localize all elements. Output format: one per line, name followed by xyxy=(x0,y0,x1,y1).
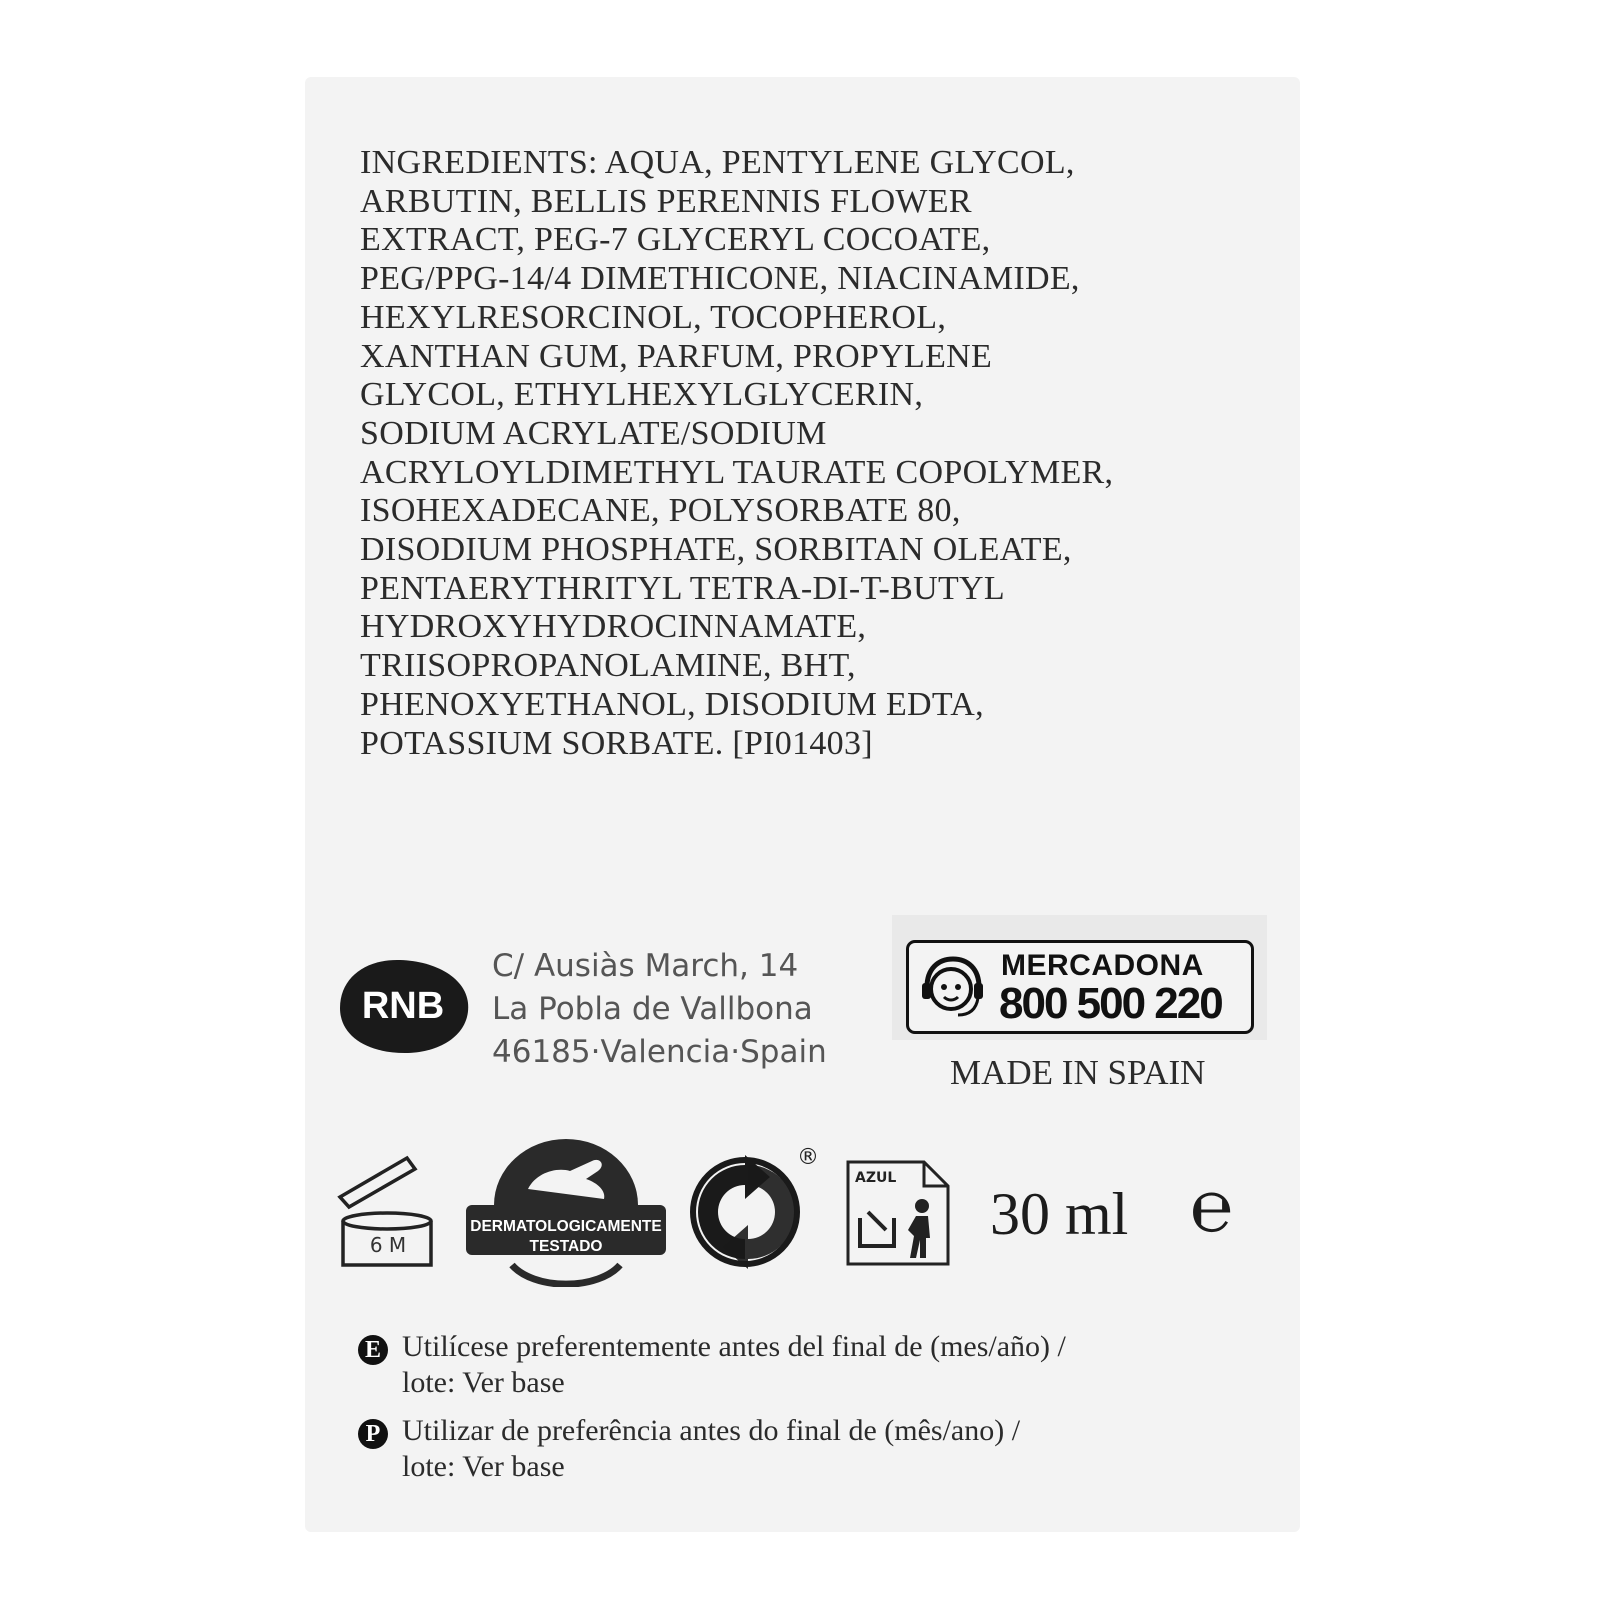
ingredients-line: POTASSIUM SORBATE. [PI01403] xyxy=(360,724,873,762)
language-badge-pt: P xyxy=(358,1419,388,1449)
best-before-text: Utilizar de preferência antes do final de (mês/ano) / xyxy=(402,1414,1021,1447)
hotline-brand: MERCADONA xyxy=(1001,949,1204,982)
ingredients-line: XANTHAN GUM, PARFUM, PROPYLENE xyxy=(360,337,993,375)
derm-label: DERMATOLOGICAMENTE xyxy=(470,1218,662,1235)
rnb-logo xyxy=(337,958,472,1055)
ingredients-line: HYDROXYHYDROCINNAMATE, xyxy=(360,608,867,646)
ingredients-line: ARBUTIN, BELLIS PERENNIS FLOWER xyxy=(360,182,972,220)
address-line: C/ Ausiàs March, 14 xyxy=(492,948,799,984)
ingredients-line: GLYCOL, ETHYLHEXYLGLYCERIN, xyxy=(360,376,924,414)
ingredients-line: ACRYLOYLDIMETHYL TAURATE COPOLYMER, xyxy=(360,453,1114,491)
ingredients-line: SODIUM ACRYLATE/SODIUM xyxy=(360,414,827,452)
ingredients-line: DISODIUM PHOSPHATE, SORBITAN OLEATE, xyxy=(360,531,1072,569)
best-before-text: lote: Ver base xyxy=(402,1450,565,1483)
estimated-sign: ℮ xyxy=(1190,1164,1234,1248)
customer-service-headset-icon xyxy=(918,953,988,1023)
pao-period: 6 M xyxy=(369,1233,407,1257)
address-line: La Pobla de Vallbona xyxy=(492,991,813,1027)
derm-label: TESTADO xyxy=(529,1238,603,1255)
rnb-logo-text: RNB xyxy=(361,985,445,1027)
best-before-text: lote: Ver base xyxy=(402,1366,565,1399)
bin-color-label: AZUL xyxy=(855,1170,897,1186)
best-before-text: Utilícese preferentemente antes del final de (mes/año) / xyxy=(402,1330,1066,1363)
hotline-phone: 800 500 220 xyxy=(999,979,1222,1028)
dermatologically-tested-icon xyxy=(466,1137,666,1287)
ingredients-line: ISOHEXADECANE, POLYSORBATE 80, xyxy=(360,492,961,530)
green-dot-recycling-icon xyxy=(688,1155,803,1270)
manufacturer-address xyxy=(492,945,827,1074)
language-badge-es: E xyxy=(358,1335,388,1365)
ingredients-line: PHENOXYETHANOL, DISODIUM EDTA, xyxy=(360,685,984,723)
net-volume: 30 ml xyxy=(990,1181,1129,1247)
made-in-label: MADE IN SPAIN xyxy=(950,1053,1206,1092)
ingredients-line: TRIISOPROPANOLAMINE, BHT, xyxy=(360,647,856,685)
ingredients-line: INGREDIENTS: AQUA, PENTYLENE GLYCOL, xyxy=(360,144,1075,181)
address-line: 46185·Valencia·Spain xyxy=(492,1034,827,1070)
ingredients-line: EXTRACT, PEG-7 GLYCERYL COCOATE, xyxy=(360,221,991,259)
customer-hotline-box xyxy=(906,940,1254,1034)
ingredients-line: HEXYLRESORCINOL, TOCOPHEROL, xyxy=(360,298,947,336)
registered-mark: ® xyxy=(797,1145,819,1170)
ingredients-line: PEG/PPG-14/4 DIMETHICONE, NIACINAMIDE, xyxy=(360,260,1080,298)
ingredients-line: PENTAERYTHRITYL TETRA-DI-T-BUTYL xyxy=(360,569,1005,607)
ingredients-list xyxy=(360,144,1240,763)
